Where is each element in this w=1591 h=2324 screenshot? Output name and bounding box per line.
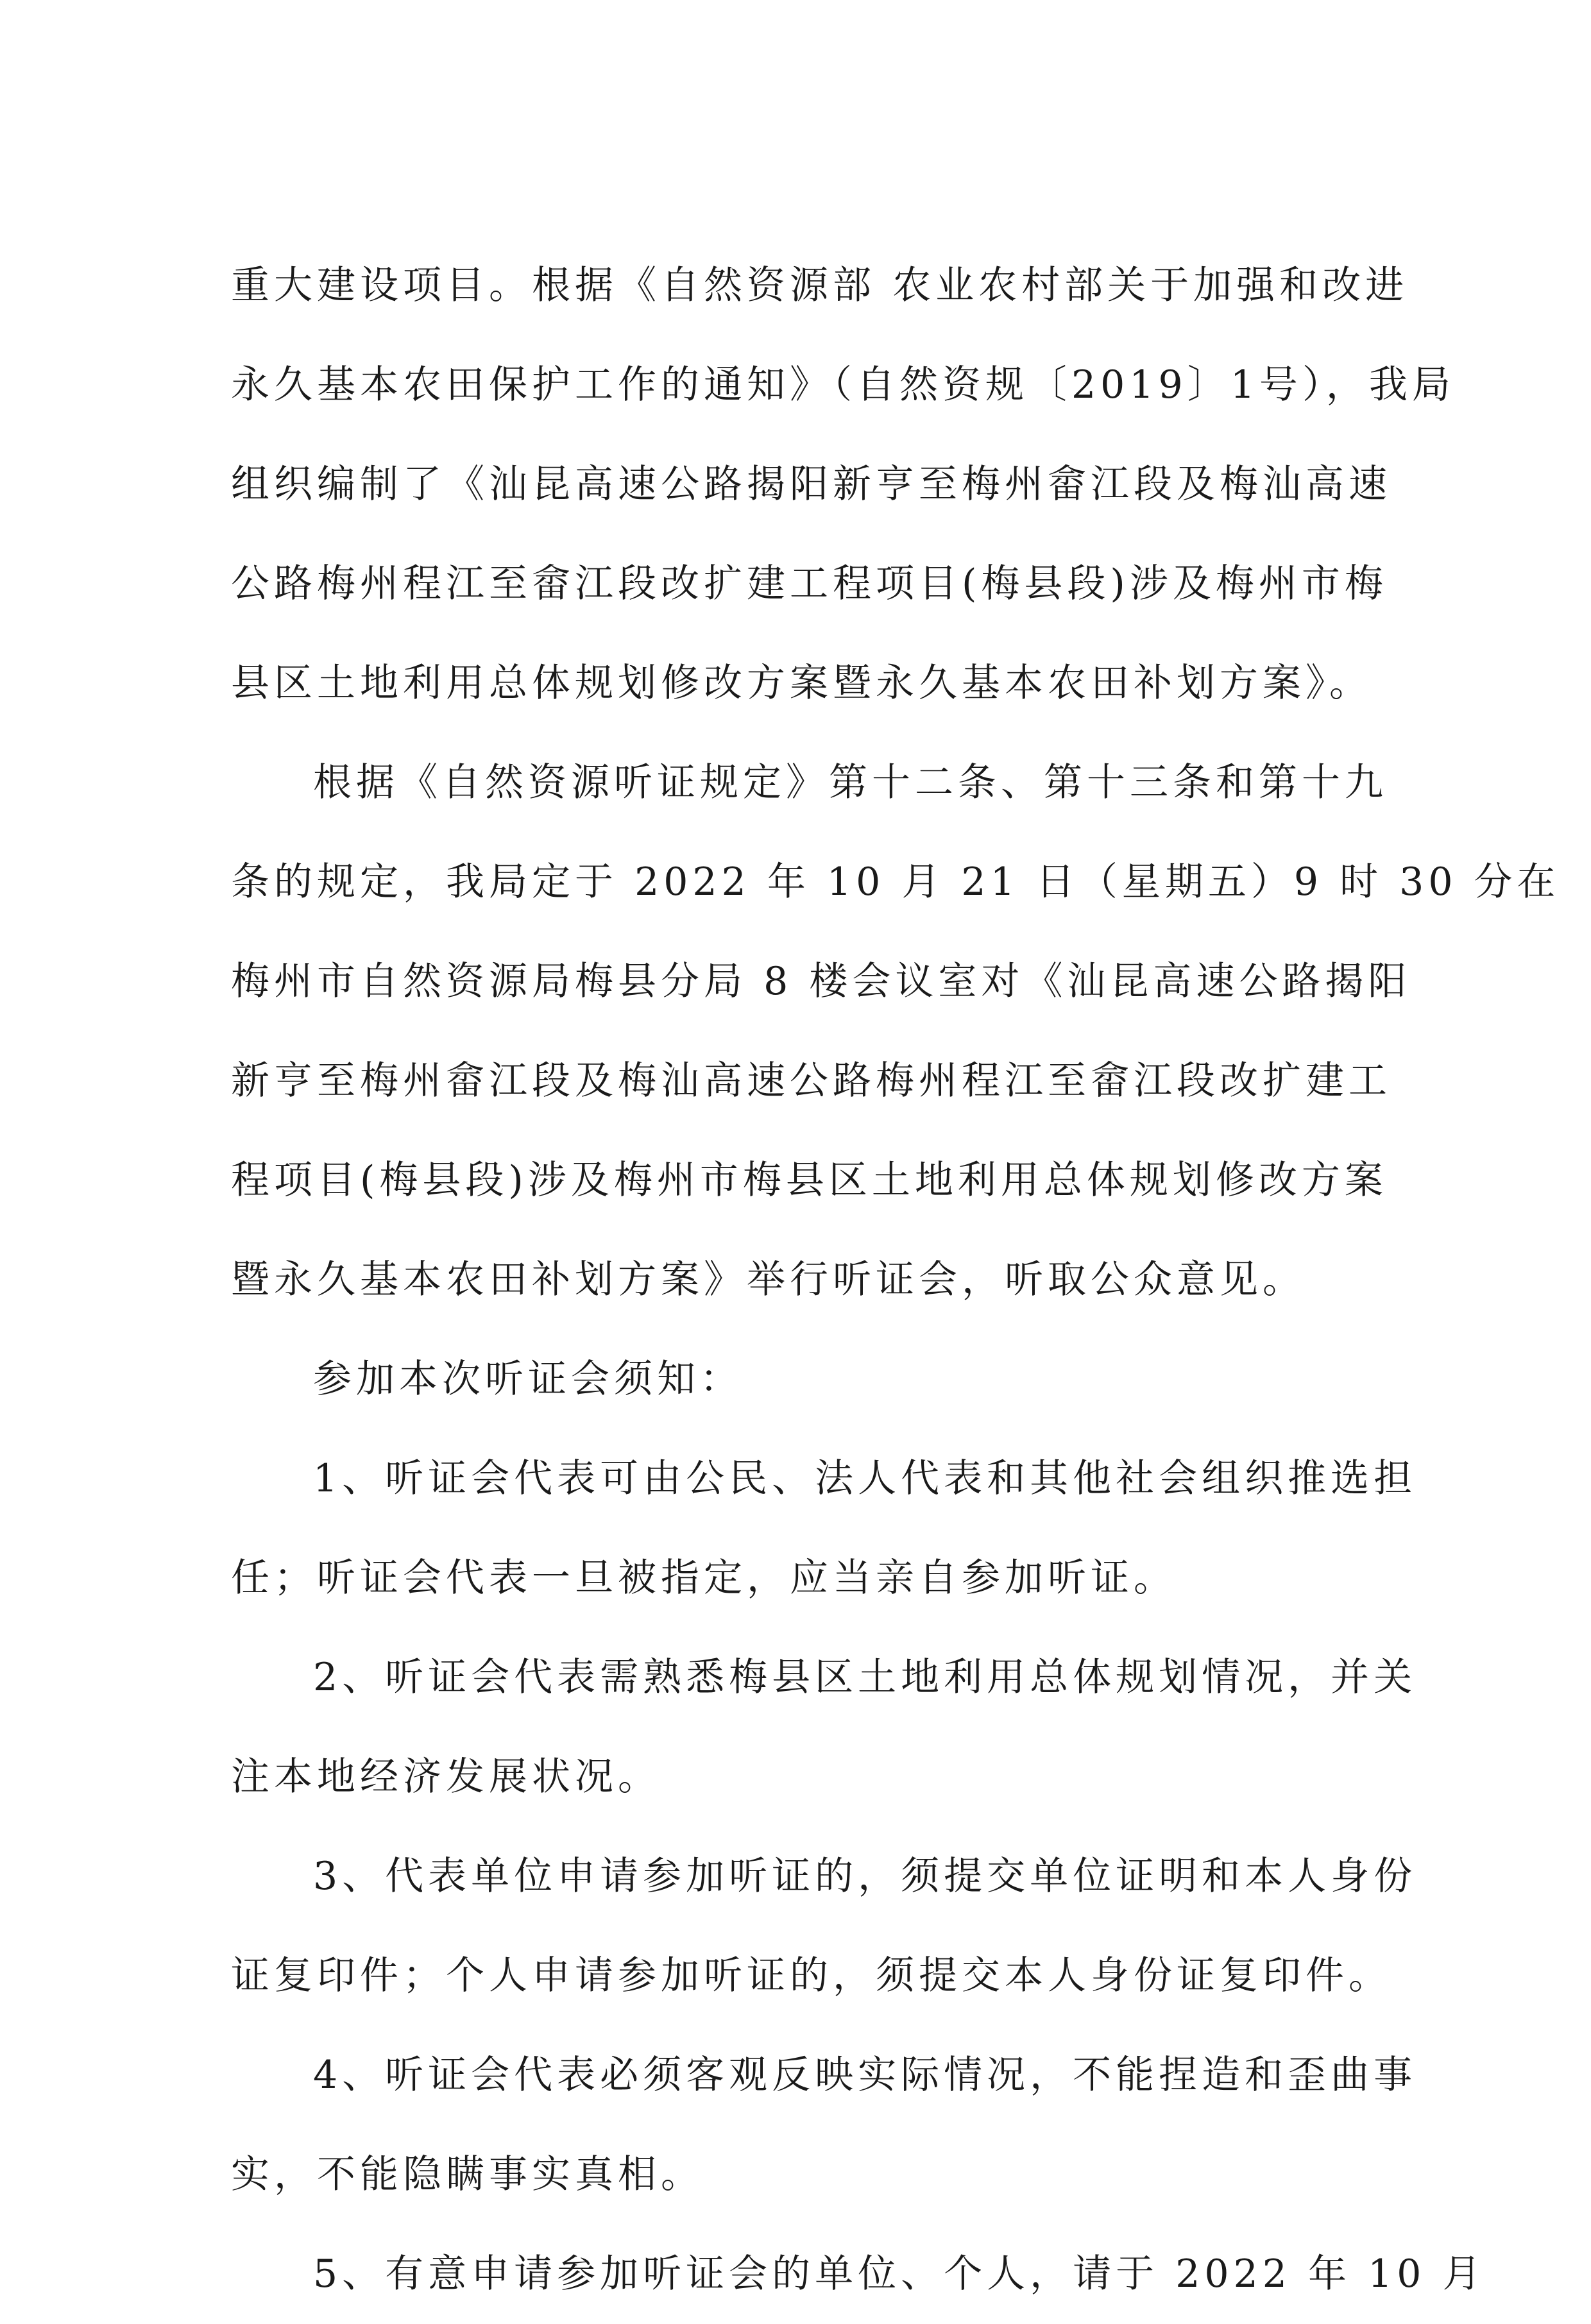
text-line: 根据《自然资源听证规定》第十二条、第十三条和第十九 xyxy=(313,760,1388,805)
text-line: 重大建设项目。根据《自然资源部 农业农村部关于加强和改进 xyxy=(231,263,1409,308)
text-line: 参加本次听证会须知： xyxy=(313,1357,743,1402)
text-line: 永久基本农田保护工作的通知》（自然资规〔2019〕1号），我局 xyxy=(231,362,1455,407)
text-line: 2、听证会代表需熟悉梅县区土地利用总体规划情况，并关 xyxy=(313,1655,1417,1700)
text-line: 条的规定，我局定于 2022 年 10 月 21 日（星期五）9 时 30 分在 xyxy=(231,860,1560,904)
text-line: 任；听证会代表一旦被指定，应当亲自参加听证。 xyxy=(231,1556,1177,1600)
text-line: 注本地经济发展状况。 xyxy=(231,1754,661,1799)
document-body xyxy=(231,236,1560,2324)
text-line: 组织编制了《汕昆高速公路揭阳新亨至梅州畲江段及梅汕高速 xyxy=(231,462,1391,507)
paragraph xyxy=(231,1827,1417,2026)
text-line: 4、听证会代表必须客观反映实际情况，不能捏造和歪曲事 xyxy=(313,2053,1417,2098)
paragraph xyxy=(231,2225,1486,2324)
text-line: 新亨至梅州畲江段及梅汕高速公路梅州程江至畲江段改扩建工 xyxy=(231,1058,1391,1103)
text-line: 梅州市自然资源局梅县分局 8 楼会议室对《汕昆高速公路揭阳 xyxy=(231,959,1411,1004)
paragraph xyxy=(231,1330,1386,1429)
text-line: 3、代表单位申请参加听证的，须提交单位证明和本人身份 xyxy=(313,1854,1417,1899)
text-line: 5、有意申请参加听证会的单位、个人，请于 2022 年 10 月 xyxy=(313,2252,1486,2296)
text-line: 县区土地利用总体规划修改方案暨永久基本农田补划方案》。 xyxy=(231,661,1372,706)
paragraph xyxy=(231,1429,1417,1628)
text-line: 证复印件；个人申请参加听证的，须提交本人身份证复印件。 xyxy=(231,1953,1391,1998)
text-line: 程项目(梅县段)涉及梅州市梅县区土地利用总体规划修改方案 xyxy=(231,1158,1388,1203)
paragraph xyxy=(231,733,1560,1330)
text-line: 实，不能隐瞒事实真相。 xyxy=(231,2152,704,2197)
paragraph xyxy=(231,2026,1417,2225)
text-line: 暨永久基本农田补划方案》举行听证会，听取公众意见。 xyxy=(231,1257,1306,1302)
text-line: 1、听证会代表可由公民、法人代表和其他社会组织推选担 xyxy=(313,1456,1417,1501)
text-line: 公路梅州程江至畲江段改扩建工程项目(梅县段)涉及梅州市梅 xyxy=(231,561,1388,606)
paragraph xyxy=(231,236,1455,733)
paragraph xyxy=(231,1628,1417,1827)
